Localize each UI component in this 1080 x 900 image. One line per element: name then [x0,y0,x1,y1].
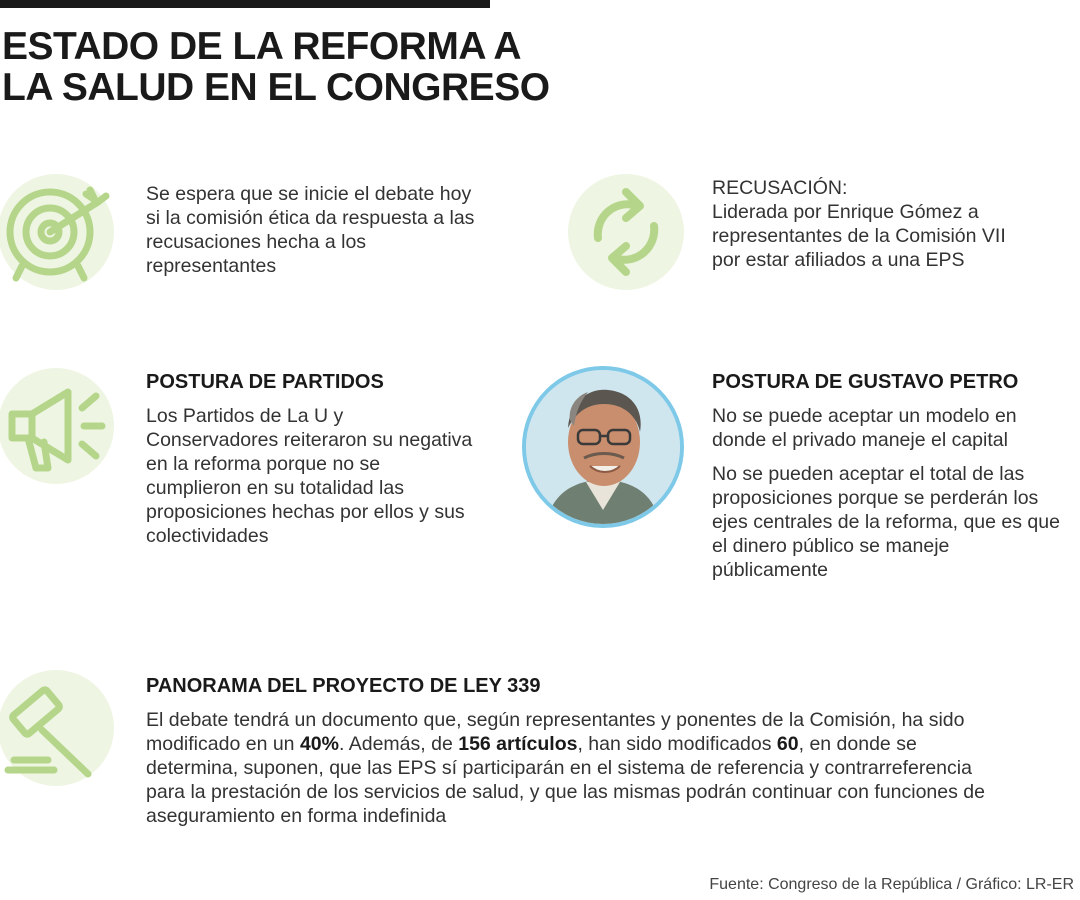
debate-block [146,182,476,278]
petro-portrait [522,366,684,528]
panorama-text-3: , han sido modificados [577,733,777,755]
gavel-icon-circle [0,670,114,786]
top-rule [0,0,490,8]
panorama-text-4: , en donde se determina, suponen, que las EPS sí participarán en el sistema de referencia y contrarreferencia para la prestación de los servicios de salud, y que las mismas podrán continuar con funciones de aseguramiento en forma indefinida [146,733,985,827]
panorama-bold-3: 60 [776,733,799,755]
recusacion-heading: RECUSACIÓN: [712,177,848,199]
panorama-text [146,708,1006,828]
panorama-bold-2: 156 artículos [458,733,578,755]
partidos-text: Los Partidos de La U y Conservadores reiteraron su negativa en la reforma porque no se cumplieron en su totalidad las proposiciones hechas por ellos y sus colectividades [146,405,473,547]
panorama-block [146,674,1006,828]
panorama-text-1: El debate tendrá un documento que, según representantes y ponentes de la Comisión, ha sido modificado en un [146,709,965,755]
megaphone-icon [0,368,114,484]
page-title: ESTADO DE LA REFORMA A LA SALUD EN EL CONGRESO [2,25,550,109]
panorama-bold-1: 40% [299,733,339,755]
target-icon-circle [0,174,114,290]
petro-heading: POSTURA DE GUSTAVO PETRO [712,371,1019,393]
partidos-heading: POSTURA DE PARTIDOS [146,371,384,393]
refresh-icon-circle [568,174,684,290]
petro-text-1: No se puede aceptar un modelo en donde el privado maneje el capital [712,405,1017,451]
recusacion-block [712,176,1032,272]
debate-text: Se espera que se inicie el debate hoy si la comisión ética da respuesta a las recusaciones hecha a los representantes [146,183,475,277]
panorama-heading: PANORAMA DEL PROYECTO DE LEY 339 [146,675,541,697]
megaphone-icon-circle [0,368,114,484]
source-credit: Fuente: Congreso de la República / Gráfico: LR-ER [709,876,1074,893]
petro-text-2: No se pueden aceptar el total de las proposiciones porque se perderán los ejes centrales de la reforma, que es que el dinero público se maneje públicamente [712,463,1060,581]
partidos-block [146,370,476,548]
panorama-text-2: . Además, de [338,733,459,755]
recusacion-text: Liderada por Enrique Gómez a representantes de la Comisión VII por estar afiliados a una EPS [712,201,1006,271]
gavel-icon [0,670,114,786]
refresh-icon [568,174,684,290]
target-icon [0,174,114,290]
portrait-photo [526,370,680,524]
petro-block [712,370,1067,582]
